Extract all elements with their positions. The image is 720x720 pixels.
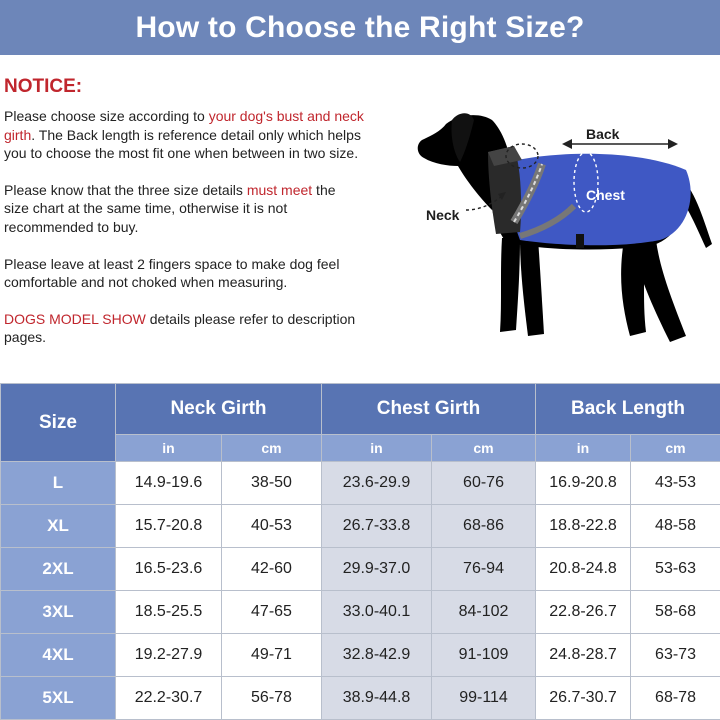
table-cell: 18.8-22.8 <box>536 505 631 548</box>
unit-header: cm <box>432 435 536 462</box>
table-cell: 84-102 <box>432 591 536 634</box>
table-cell: 29.9-37.0 <box>322 548 432 591</box>
table-cell: 26.7-33.8 <box>322 505 432 548</box>
back-length-header: Back Length <box>536 384 720 435</box>
notice-paragraph-3: Please leave at least 2 fingers space to make dog feel comfortable and not choked when measuring. <box>4 255 340 291</box>
table-cell: 43-53 <box>631 462 720 505</box>
table-cell: 20.8-24.8 <box>536 548 631 591</box>
table-cell: 42-60 <box>222 548 322 591</box>
table-row <box>1 462 720 505</box>
size-label: 4XL <box>1 634 116 677</box>
chest-label: Chest <box>586 187 625 203</box>
size-label: XL <box>1 505 116 548</box>
table-cell: 33.0-40.1 <box>322 591 432 634</box>
size-label: 5XL <box>1 677 116 720</box>
size-label: 2XL <box>1 548 116 591</box>
table-cell: 38-50 <box>222 462 322 505</box>
chest-girth-header: Chest Girth <box>322 384 536 435</box>
table-row <box>1 677 720 720</box>
table-cell: 16.9-20.8 <box>536 462 631 505</box>
table-cell: 58-68 <box>631 591 720 634</box>
table-cell: 22.2-30.7 <box>116 677 222 720</box>
table-cell: 47-65 <box>222 591 322 634</box>
table-cell: 23.6-29.9 <box>322 462 432 505</box>
notice-heading: NOTICE: <box>4 76 83 97</box>
table-cell: 49-71 <box>222 634 322 677</box>
table-cell: 99-114 <box>432 677 536 720</box>
notice-text <box>4 107 364 365</box>
table-cell: 19.2-27.9 <box>116 634 222 677</box>
table-row <box>1 548 720 591</box>
table-cell: 91-109 <box>432 634 536 677</box>
dog-measurement-illustration <box>410 110 720 350</box>
table-cell: 38.9-44.8 <box>322 677 432 720</box>
table-cell: 32.8-42.9 <box>322 634 432 677</box>
table-row <box>1 591 720 634</box>
table-cell: 48-58 <box>631 505 720 548</box>
size-label: 3XL <box>1 591 116 634</box>
notice-paragraph-2: Please know that the three size details must meet the size chart at the same time, otherwise it is not recommended to buy. <box>4 181 336 235</box>
neck-label: Neck <box>426 207 460 223</box>
table-cell: 53-63 <box>631 548 720 591</box>
back-label: Back <box>586 126 620 142</box>
table-row <box>1 505 720 548</box>
table-cell: 68-78 <box>631 677 720 720</box>
table-cell: 76-94 <box>432 548 536 591</box>
highlight-bust-neck: your dog's bust and neck girth <box>4 108 364 143</box>
table-cell: 15.7-20.8 <box>116 505 222 548</box>
neck-girth-header: Neck Girth <box>116 384 322 435</box>
title-banner <box>0 0 720 55</box>
unit-header: in <box>116 435 222 462</box>
notice-paragraph-1: Please choose size according to your dog's bust and neck girth. The Back length is reference detail only which helps you to choose the most fit one when between in two size. <box>4 108 364 162</box>
size-column-header: Size <box>1 384 116 462</box>
table-cell: 60-76 <box>432 462 536 505</box>
page-title: How to Choose the Right Size? <box>135 10 585 44</box>
unit-header: in <box>536 435 631 462</box>
table-cell: 22.8-26.7 <box>536 591 631 634</box>
table-cell: 40-53 <box>222 505 322 548</box>
table-cell: 18.5-25.5 <box>116 591 222 634</box>
table-cell: 16.5-23.6 <box>116 548 222 591</box>
highlight-model-show: DOGS MODEL SHOW <box>4 310 146 327</box>
table-row <box>1 634 720 677</box>
size-chart-table <box>0 383 720 720</box>
table-cell: 14.9-19.6 <box>116 462 222 505</box>
table-cell: 68-86 <box>432 505 536 548</box>
table-cell: 26.7-30.7 <box>536 677 631 720</box>
dog-silhouette-icon <box>410 110 720 350</box>
unit-header: cm <box>631 435 720 462</box>
unit-header: cm <box>222 435 322 462</box>
table-cell: 63-73 <box>631 634 720 677</box>
table-cell: 56-78 <box>222 677 322 720</box>
notice-paragraph-4: DOGS MODEL SHOW details please refer to description pages. <box>4 310 356 346</box>
size-label: L <box>1 462 116 505</box>
unit-header: in <box>322 435 432 462</box>
highlight-must-meet: must meet <box>246 181 313 198</box>
table-cell: 24.8-28.7 <box>536 634 631 677</box>
